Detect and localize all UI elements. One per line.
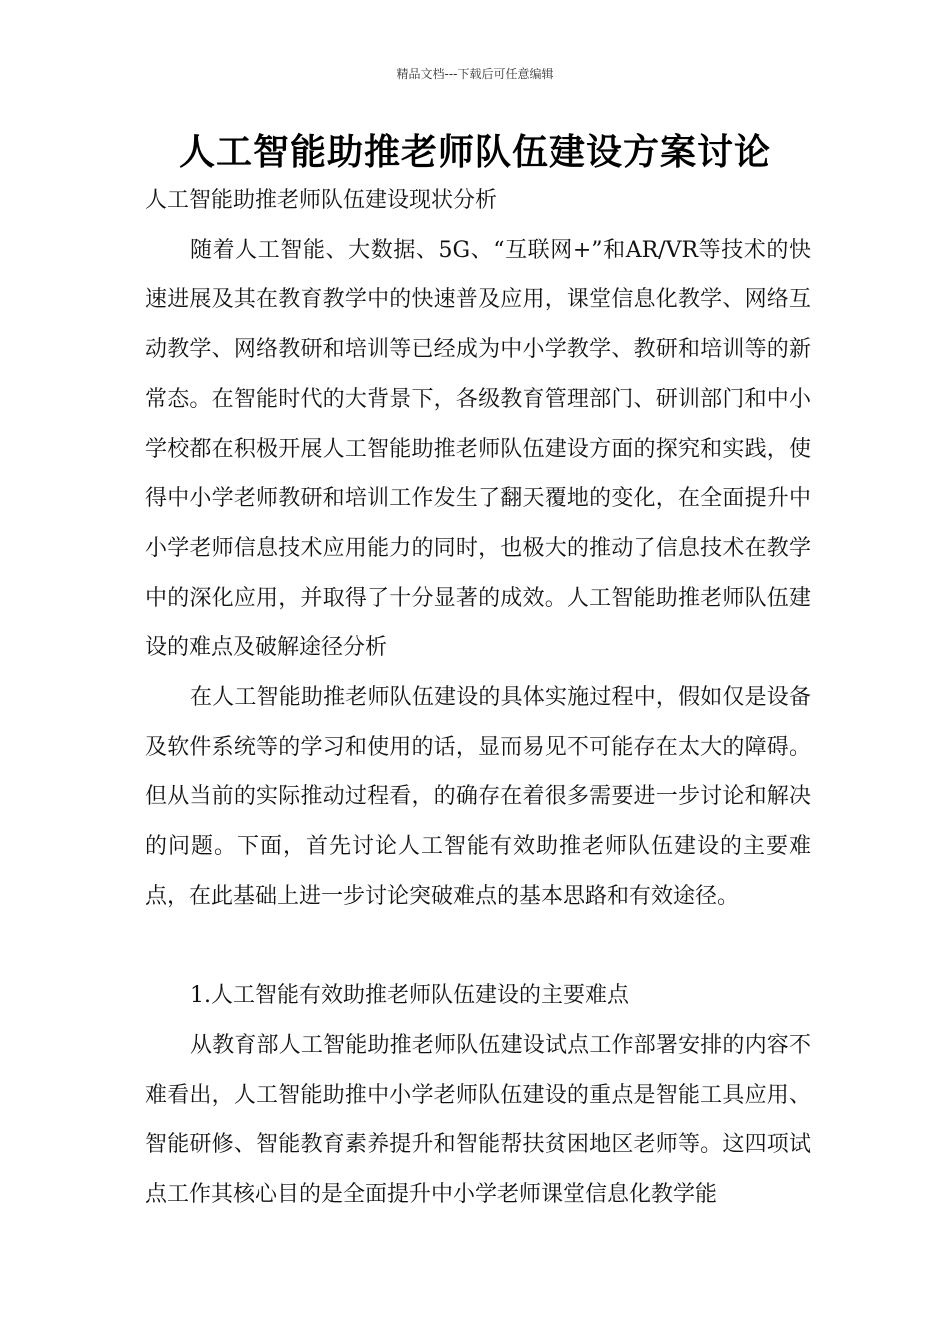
paragraph-difficulties: 在人工智能助推老师队伍建设的具体实施过程中，假如仅是设备及软件系统等的学习和使用的话，显而易见不可能存在太大的障碍。但从当前的实际推动过程看，的确存在着很多需要进一步讨论和解决的问题。下面，首先讨论人工智能有效助推老师队伍建设的主要难点，在此基础上进一步讨论突破难点的基本思路和有效途径。	[145, 685, 811, 909]
blank-line	[145, 922, 811, 972]
document-body	[145, 176, 811, 1220]
header-note: 精品文档---下载后可任意编辑	[396, 67, 554, 81]
paragraph-pilot-work: 从教育部人工智能助推老师队伍建设试点工作部署安排的内容不难看出，人工智能助推中小学老师队伍建设的重点是智能工具应用、智能研修、智能教育素养提升和智能帮扶贫困地区老师等。这四项试点工作其核心目的是全面提升中小学老师课堂信息化教学能	[145, 1032, 811, 1208]
document-title: 人工智能助推老师队伍建设方案讨论	[178, 132, 771, 173]
numbered-heading: 1.人工智能有效助推老师队伍建设的主要难点	[190, 983, 629, 1009]
paragraph-status: 随着人工智能、大数据、5G、“互联网+”和AR/VR等技术的快速进展及其在教育教学中的快速普及应用，课堂信息化教学、网络互动教学、网络教研和培训等已经成为中小学教学、教研和培训等的新常态。在智能时代的大背景下，各级教育管理部门、研训部门和中小学校都在积极开展人工智能助推老师队伍建设方面的探究和实践，使得中小学老师教研和培训工作发生了翻天覆地的变化，在全面提升中小学老师信息技术应用能力的同时，也极大的推动了信息技术在教学中的深化应用，并取得了十分显著的成效。人工智能助推老师队伍建设的难点及破解途径分析	[145, 237, 811, 661]
section-heading: 人工智能助推老师队伍建设现状分析	[145, 188, 498, 213]
